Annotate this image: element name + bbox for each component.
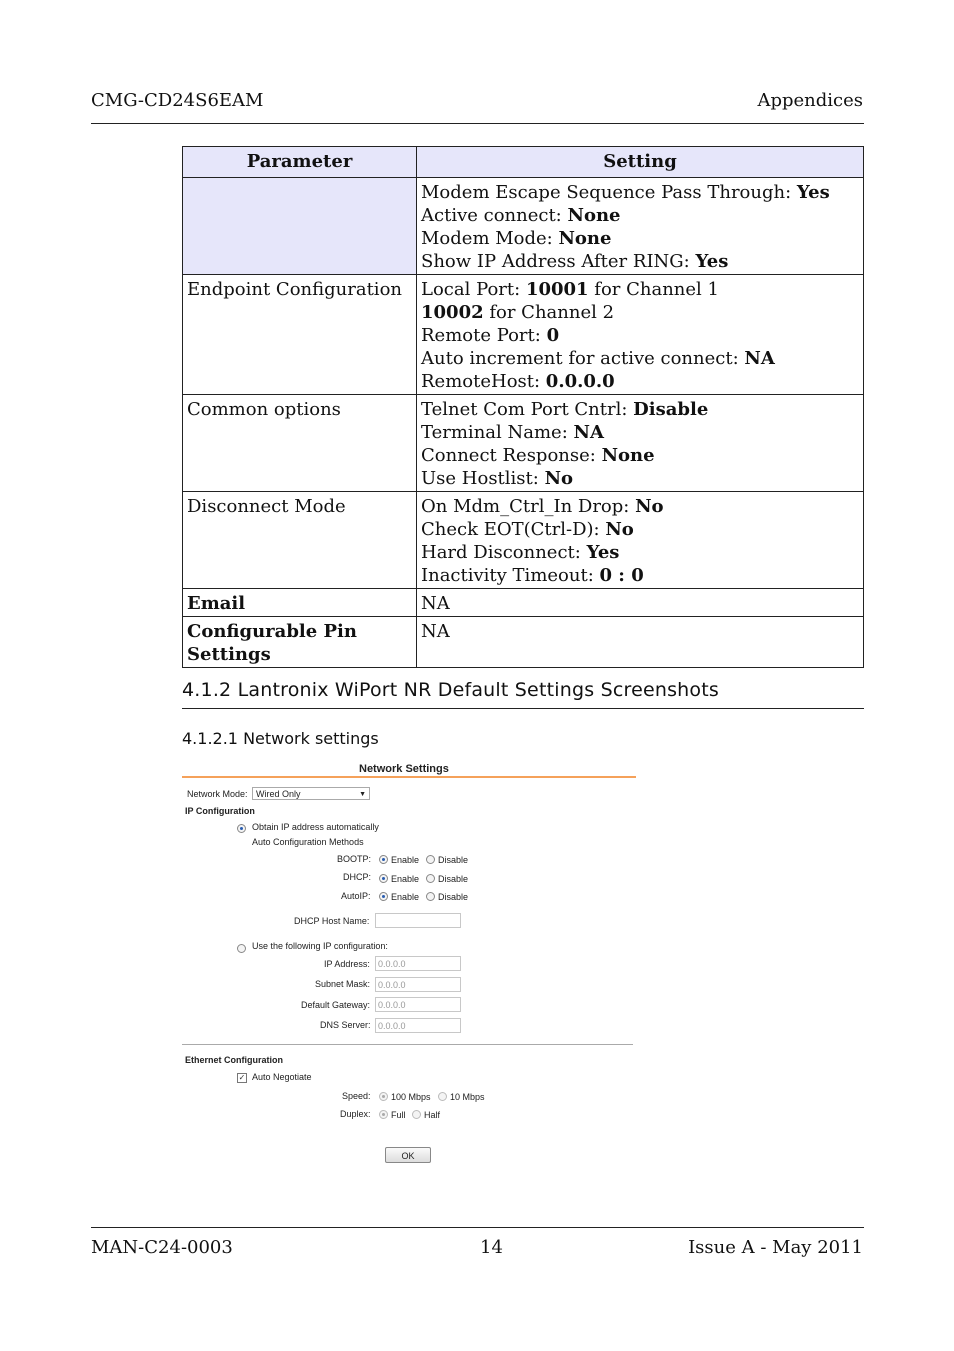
dhcp-label: DHCP: xyxy=(343,872,372,882)
header-doc-id: CMG-CD24S6EAM xyxy=(91,90,264,111)
speed-10-label: 10 Mbps xyxy=(450,1092,485,1102)
settings-table xyxy=(182,146,864,668)
auto-methods-label: Auto Configuration Methods xyxy=(252,837,364,847)
setting-text: NA xyxy=(421,621,450,642)
setting-text: Connect Response: xyxy=(421,445,602,466)
setting-cell xyxy=(417,617,864,668)
obtain-auto-radio[interactable] xyxy=(237,824,246,833)
setting-value: NA xyxy=(573,422,604,443)
title-underline xyxy=(182,776,636,778)
setting-line xyxy=(421,398,859,421)
ip-address-input[interactable]: 0.0.0.0 xyxy=(375,956,461,971)
auto-negotiate-checkbox[interactable]: ✓ xyxy=(238,1073,246,1082)
parameter-cell: Configurable Pin Settings xyxy=(183,617,417,668)
setting-line xyxy=(421,620,859,643)
duplex-full-radio[interactable] xyxy=(379,1110,388,1119)
dhcp-enable-radio[interactable] xyxy=(379,874,388,883)
setting-text: Active connect: xyxy=(421,205,568,226)
setting-line xyxy=(421,181,859,204)
col-header-parameter: Parameter xyxy=(183,147,417,178)
screenshot-title: Network Settings xyxy=(359,763,449,775)
speed-100-label: 100 Mbps xyxy=(391,1092,431,1102)
setting-text: Inactivity Timeout: xyxy=(421,565,600,586)
setting-line xyxy=(421,301,859,324)
setting-value: 10002 xyxy=(421,302,484,323)
autoip-enable-radio[interactable] xyxy=(379,892,388,901)
parameter-cell: Endpoint Configuration xyxy=(183,275,417,395)
setting-value: 0.0.0.0 xyxy=(545,371,615,392)
setting-line xyxy=(421,370,859,393)
setting-text: Modem Escape Sequence Pass Through: xyxy=(421,182,797,203)
bootp-label: BOOTP: xyxy=(337,854,372,864)
dropdown-arrow-icon: ▼ xyxy=(359,791,366,798)
bootp-disable-radio[interactable] xyxy=(426,855,435,864)
setting-text: Show IP Address After RING: xyxy=(421,251,696,272)
dhcp-disable-radio[interactable] xyxy=(426,874,435,883)
header-section: Appendices xyxy=(757,90,863,111)
section-rule xyxy=(182,708,864,709)
setting-value: NA xyxy=(744,348,775,369)
setting-line xyxy=(421,444,859,467)
setting-cell xyxy=(417,178,864,275)
setting-text: Local Port: xyxy=(421,279,526,300)
table-row xyxy=(183,395,864,492)
footer-issue: Issue A - May 2011 xyxy=(688,1237,863,1258)
table-row xyxy=(183,617,864,668)
setting-line xyxy=(421,495,859,518)
gateway-label: Default Gateway: xyxy=(301,1000,371,1010)
use-following-label: Use the following IP configuration: xyxy=(252,941,388,951)
header-rule xyxy=(91,123,864,124)
setting-text: Hard Disconnect: xyxy=(421,542,587,563)
dns-label: DNS Server: xyxy=(320,1020,371,1030)
setting-cell xyxy=(417,275,864,395)
table-row xyxy=(183,178,864,275)
duplex-half-radio[interactable] xyxy=(412,1110,421,1119)
bootp-enable-radio[interactable] xyxy=(379,855,388,864)
dns-input[interactable]: 0.0.0.0 xyxy=(375,1018,461,1033)
subnet-label: Subnet Mask: xyxy=(315,979,371,989)
setting-value: No xyxy=(544,468,574,489)
parameter-cell: Common options xyxy=(183,395,417,492)
dhcp-host-input[interactable] xyxy=(375,913,461,928)
speed-10-radio[interactable] xyxy=(438,1092,447,1101)
dhcp-enable-label: Enable xyxy=(391,874,420,884)
subnet-input[interactable]: 0.0.0.0 xyxy=(375,977,461,992)
setting-value: Yes xyxy=(586,542,620,563)
gateway-input[interactable]: 0.0.0.0 xyxy=(375,997,461,1012)
bootp-disable-label: Disable xyxy=(438,855,469,865)
setting-value: 0 xyxy=(546,325,560,346)
network-mode-value: Wired Only xyxy=(256,789,301,799)
setting-value: No xyxy=(605,519,634,540)
setting-value: 10001 xyxy=(525,279,589,300)
duplex-full-label: Full xyxy=(391,1110,406,1120)
setting-value: None xyxy=(601,445,655,466)
subsection-title: 4.1.2.1 Network settings xyxy=(182,729,379,748)
setting-line xyxy=(421,347,859,370)
parameter-cell: Disconnect Mode xyxy=(183,492,417,589)
network-mode-select[interactable] xyxy=(252,787,370,800)
setting-text: Check EOT(Ctrl-D): xyxy=(421,519,606,540)
setting-text: Auto increment for active connect: xyxy=(421,348,745,369)
setting-value: Yes xyxy=(796,182,830,203)
setting-line xyxy=(421,250,859,273)
page-number: 14 xyxy=(480,1237,503,1258)
bootp-enable-label: Enable xyxy=(391,855,420,865)
setting-line xyxy=(421,518,859,541)
setting-line xyxy=(421,564,859,587)
autoip-enable-label: Enable xyxy=(391,892,420,902)
setting-value: 0 : 0 xyxy=(599,565,644,586)
table-row xyxy=(183,275,864,395)
setting-text: Modem Mode: xyxy=(421,228,559,249)
setting-text: On Mdm_Ctrl_In Drop: xyxy=(421,496,636,517)
setting-cell xyxy=(417,395,864,492)
autoip-disable-label: Disable xyxy=(438,892,469,902)
parameter-cell xyxy=(183,178,417,275)
network-settings-screenshot xyxy=(182,760,636,1170)
section-title: 4.1.2 Lantronix WiPort NR Default Settings Screenshots xyxy=(182,679,720,701)
setting-value: No xyxy=(635,496,664,517)
speed-100-radio[interactable] xyxy=(379,1092,388,1101)
col-header-setting: Setting xyxy=(417,147,864,178)
setting-line xyxy=(421,421,859,444)
setting-text: RemoteHost: xyxy=(421,371,546,392)
setting-cell xyxy=(417,589,864,617)
setting-text: for Channel 1 xyxy=(588,279,719,300)
ethernet-heading: Ethernet Configuration xyxy=(185,1055,283,1065)
duplex-half-label: Half xyxy=(424,1110,441,1120)
section-divider xyxy=(182,1044,633,1045)
setting-text: Terminal Name: xyxy=(421,422,574,443)
setting-text: for Channel 2 xyxy=(483,302,615,323)
setting-line xyxy=(421,541,859,564)
duplex-label: Duplex: xyxy=(340,1109,371,1119)
autoip-label: AutoIP: xyxy=(341,891,371,901)
setting-value: Yes xyxy=(695,251,729,272)
ip-address-label: IP Address: xyxy=(324,959,370,969)
auto-negotiate-label: Auto Negotiate xyxy=(252,1072,312,1082)
setting-line xyxy=(421,324,859,347)
setting-cell xyxy=(417,492,864,589)
table-row xyxy=(183,492,864,589)
setting-text: Telnet Com Port Cntrl: xyxy=(421,399,634,420)
dhcp-host-label: DHCP Host Name: xyxy=(294,916,370,926)
obtain-auto-label: Obtain IP address automatically xyxy=(252,822,379,832)
setting-value: Disable xyxy=(633,399,709,420)
footer-rule xyxy=(91,1227,864,1228)
setting-line xyxy=(421,227,859,250)
setting-value: None xyxy=(558,228,612,249)
setting-line xyxy=(421,467,859,490)
dhcp-disable-label: Disable xyxy=(438,874,469,884)
setting-line xyxy=(421,204,859,227)
setting-text: Remote Port: xyxy=(421,325,547,346)
setting-value: None xyxy=(567,205,621,226)
setting-text: NA xyxy=(421,593,450,614)
parameter-cell: Email xyxy=(183,589,417,617)
setting-line xyxy=(421,592,859,615)
footer-doc-number: MAN-C24-0003 xyxy=(91,1237,233,1258)
table-row xyxy=(183,589,864,617)
autoip-disable-radio[interactable] xyxy=(426,892,435,901)
ok-button[interactable]: OK xyxy=(385,1147,431,1163)
network-mode-label: Network Mode: xyxy=(187,789,248,799)
ip-config-heading: IP Configuration xyxy=(185,806,255,816)
setting-line xyxy=(421,278,859,301)
use-following-radio[interactable] xyxy=(237,944,246,953)
setting-text: Use Hostlist: xyxy=(421,468,545,489)
speed-label: Speed: xyxy=(342,1091,371,1101)
